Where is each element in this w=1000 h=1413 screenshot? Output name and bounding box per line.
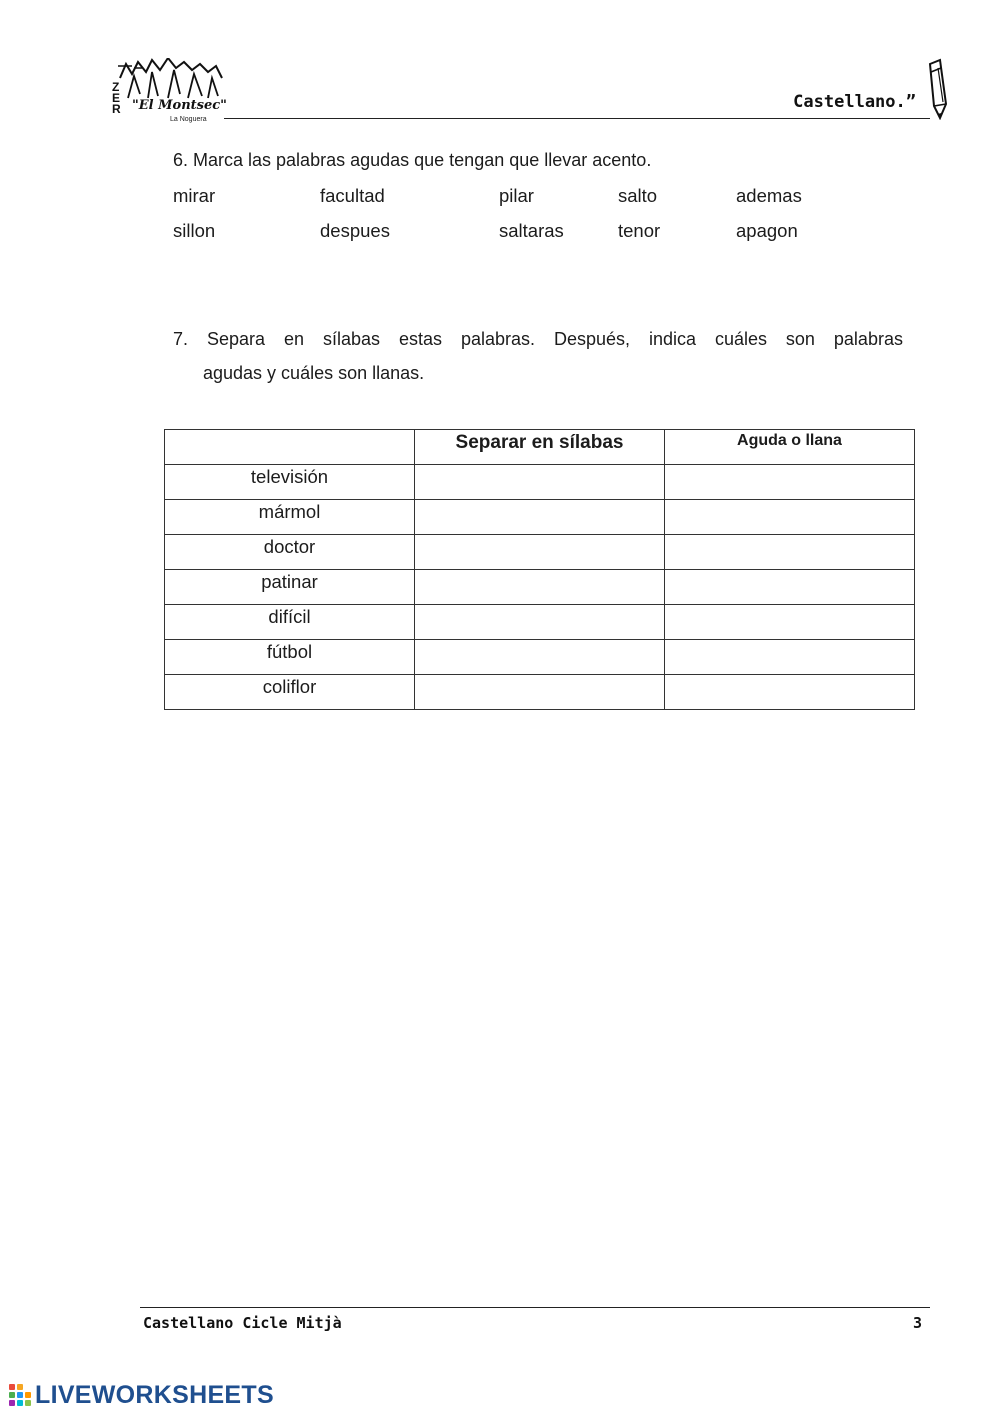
syllables-answer-cell[interactable] bbox=[415, 605, 665, 640]
header-divider bbox=[224, 118, 930, 119]
type-answer-cell[interactable] bbox=[665, 675, 915, 710]
type-answer-cell[interactable] bbox=[665, 605, 915, 640]
table-header-row bbox=[165, 430, 915, 465]
word-label: patinar bbox=[261, 571, 318, 592]
mountain-logo-icon bbox=[112, 58, 226, 105]
word-cell bbox=[165, 465, 415, 500]
word-label: coliflor bbox=[262, 676, 317, 697]
prompt-word: cuáles bbox=[714, 329, 767, 349]
word-label: televisión bbox=[250, 466, 329, 487]
type-answer-cell[interactable] bbox=[665, 535, 915, 570]
syllables-answer-cell[interactable] bbox=[415, 535, 665, 570]
page-number: 3 bbox=[913, 1314, 923, 1332]
word-cell bbox=[165, 570, 415, 605]
header-cell-type bbox=[665, 430, 915, 465]
logo-region: La Noguera bbox=[170, 116, 207, 123]
footer-course-name: Castellano Cicle Mitjà bbox=[143, 1314, 342, 1332]
table-row bbox=[165, 535, 915, 570]
table-row bbox=[165, 570, 915, 605]
prompt-word: estas bbox=[398, 329, 442, 349]
word-item: saltaras bbox=[499, 220, 564, 241]
type-answer-cell[interactable] bbox=[665, 465, 915, 500]
word-item: facultad bbox=[320, 185, 385, 206]
pencil-icon bbox=[926, 58, 948, 120]
exercise-6-prompt: 6. Marca las palabras agudas que tengan que llevar acento. bbox=[173, 150, 652, 170]
header-cell-syllables bbox=[415, 430, 665, 465]
exercise-7-prompt-line-1 bbox=[173, 322, 903, 356]
exercise-7-prompt bbox=[173, 322, 903, 390]
prompt-word: palabras bbox=[833, 329, 903, 349]
word-label: fútbol bbox=[266, 641, 313, 662]
syllable-table bbox=[164, 429, 915, 710]
type-answer-cell[interactable] bbox=[665, 570, 915, 605]
syllables-answer-cell[interactable] bbox=[415, 500, 665, 535]
prompt-word: Separa bbox=[206, 329, 266, 349]
word-item: tenor bbox=[618, 220, 661, 241]
table-row bbox=[165, 675, 915, 710]
word-cell bbox=[165, 500, 415, 535]
logo-school-name: "El Montsec" bbox=[132, 98, 227, 113]
word-label: difícil bbox=[268, 606, 311, 627]
prompt-word: palabras. bbox=[460, 329, 535, 349]
logo-letter: R bbox=[112, 102, 121, 116]
word-item: sillon bbox=[173, 220, 216, 241]
table-row bbox=[165, 500, 915, 535]
table-row bbox=[165, 605, 915, 640]
word-item: apagon bbox=[736, 220, 798, 241]
table-row bbox=[165, 465, 915, 500]
word-cell bbox=[165, 675, 415, 710]
word-item: despues bbox=[320, 220, 390, 241]
word-item: ademas bbox=[736, 185, 802, 206]
type-answer-cell[interactable] bbox=[665, 640, 915, 675]
word-label: doctor bbox=[263, 536, 316, 557]
liveworksheets-wordmark: LIVEWORKSHEETS bbox=[35, 1380, 274, 1409]
header-cell-empty bbox=[165, 430, 415, 465]
word-item: mirar bbox=[173, 185, 216, 206]
footer-divider bbox=[140, 1307, 930, 1308]
page-title: Castellano.” bbox=[793, 92, 916, 112]
word-item: salto bbox=[618, 185, 658, 206]
prompt-word: Después, bbox=[553, 329, 630, 349]
header-label: Aguda o llana bbox=[737, 432, 842, 449]
type-answer-cell[interactable] bbox=[665, 500, 915, 535]
exercise-7-prompt-line-2: agudas y cuáles son llanas. bbox=[203, 363, 425, 383]
liveworksheets-logo-icon bbox=[8, 1383, 32, 1407]
header-label bbox=[165, 430, 414, 431]
prompt-word: 7. bbox=[173, 329, 189, 349]
syllables-answer-cell[interactable] bbox=[415, 465, 665, 500]
word-cell bbox=[165, 605, 415, 640]
school-logo bbox=[112, 58, 226, 128]
liveworksheets-brand[interactable] bbox=[8, 1380, 274, 1410]
word-item: pilar bbox=[499, 185, 534, 206]
table-row bbox=[165, 640, 915, 675]
syllables-answer-cell[interactable] bbox=[415, 675, 665, 710]
syllables-answer-cell[interactable] bbox=[415, 640, 665, 675]
word-cell bbox=[165, 535, 415, 570]
prompt-word: son bbox=[785, 329, 815, 349]
prompt-word: indica bbox=[648, 329, 696, 349]
prompt-word: sílabas bbox=[322, 329, 380, 349]
word-cell bbox=[165, 640, 415, 675]
logo-letter: Z bbox=[112, 80, 120, 94]
prompt-word: en bbox=[283, 329, 304, 349]
syllables-answer-cell[interactable] bbox=[415, 570, 665, 605]
header-label: Separar en sílabas bbox=[455, 432, 624, 453]
logo-zer-letters bbox=[112, 82, 124, 115]
logo-letter: E bbox=[112, 91, 121, 105]
word-label: mármol bbox=[258, 501, 321, 522]
